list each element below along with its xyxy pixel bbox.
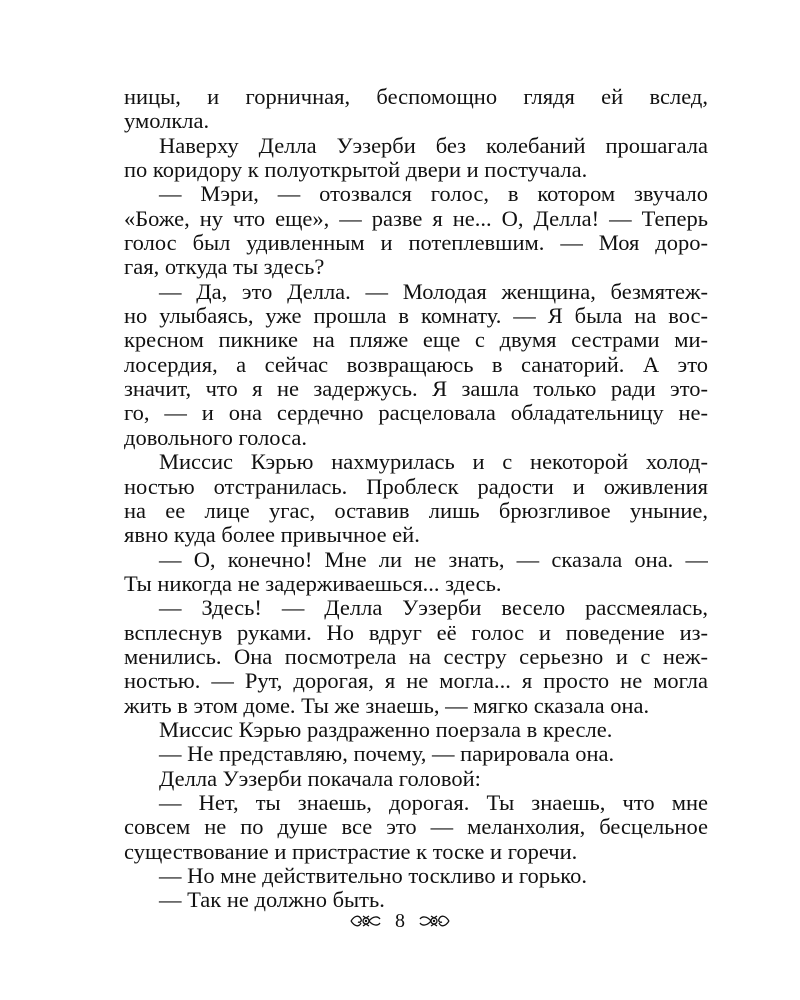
text-line: ностью. — Рут, дорогая, я не могла... я просто не могла [124, 669, 708, 694]
text-line: менились. Она посмотрела на сестру серьезно и с неж- [124, 644, 708, 669]
text-line: значит, что я не задержусь. Я зашла только ради это- [124, 377, 708, 402]
text-line: жить в этом доме. Ты же знаешь, — мягко сказала она. [124, 693, 650, 718]
text-line: умолкла. [124, 109, 210, 134]
text-line: существование и пристрастие к тоске и горечи. [124, 839, 578, 864]
text-line: на ее лице угас, оставив лишь брюзгливое уныние, [124, 498, 708, 523]
text-line: — Но мне действительно тоскливо и горько. [159, 864, 587, 888]
text-line: «Боже, ну что еще», — разве я не... О, Делла! — Теперь [124, 206, 708, 231]
text-line: кресном пикнике на пляже еще с двумя сестрами ми- [124, 328, 708, 353]
text-line: но улыбаясь, уже прошла в комнату. — Я была на вос- [124, 304, 708, 329]
text-line: Миссис Кэрью нахмурилась и с некоторой холод- [159, 450, 708, 475]
text-line: по коридору к полуоткрытой двери и постучала. [124, 158, 588, 183]
text-line: всплеснув руками. Но вдруг её голос и поведение из- [124, 620, 708, 645]
text-line: довольного голоса. [124, 425, 307, 450]
text-line: гая, откуда ты здесь? [124, 255, 325, 280]
right-ornament-icon [417, 913, 451, 929]
text-block [124, 85, 708, 913]
page-footer [0, 905, 800, 937]
left-ornament-icon [349, 913, 383, 929]
text-line: — Мэри, — отозвался голос, в котором звучало [159, 182, 708, 207]
text-line: — Здесь! — Делла Уэзерби весело рассмеялась, [159, 596, 708, 621]
text-line: явно куда более привычное ей. [124, 523, 420, 548]
text-line: — Да, это Делла. — Молодая женщина, безмятеж- [159, 279, 708, 304]
text-line: — Нет, ты знаешь, дорогая. Ты знаешь, что мне [159, 790, 708, 815]
text-line: Ты никогда не задерживаешься... здесь. [124, 571, 502, 596]
text-line: — Не представляю, почему, — парировала она. [159, 742, 615, 767]
text-line: лосердия, а сейчас возвращаюсь в санаторий. А это [124, 352, 708, 377]
text-line: го, — и она сердечно расцеловала обладательницу не- [124, 401, 708, 426]
text-line: совсем не по душе все это — меланхолия, бесцельное [124, 815, 708, 840]
text-line: — Так не должно быть. [159, 888, 385, 913]
text-line: — О, конечно! Мне ли не знать, — сказала она. — [159, 547, 708, 572]
text-line: Наверху Делла Уэзерби без колебаний прошагала [159, 133, 708, 158]
text-line: голос был удивленным и потеплевшим. — Моя доро- [124, 231, 708, 256]
text-line: Делла Уэзерби покачала головой: [159, 766, 481, 791]
text-line: ностью отстранилась. Проблеск радости и оживления [124, 474, 708, 499]
text-line: ницы, и горничная, беспомощно глядя ей вслед, [124, 85, 708, 109]
text-line: Миссис Кэрью раздраженно поерзала в кресле. [159, 717, 613, 742]
page-number: 8 [395, 909, 405, 932]
